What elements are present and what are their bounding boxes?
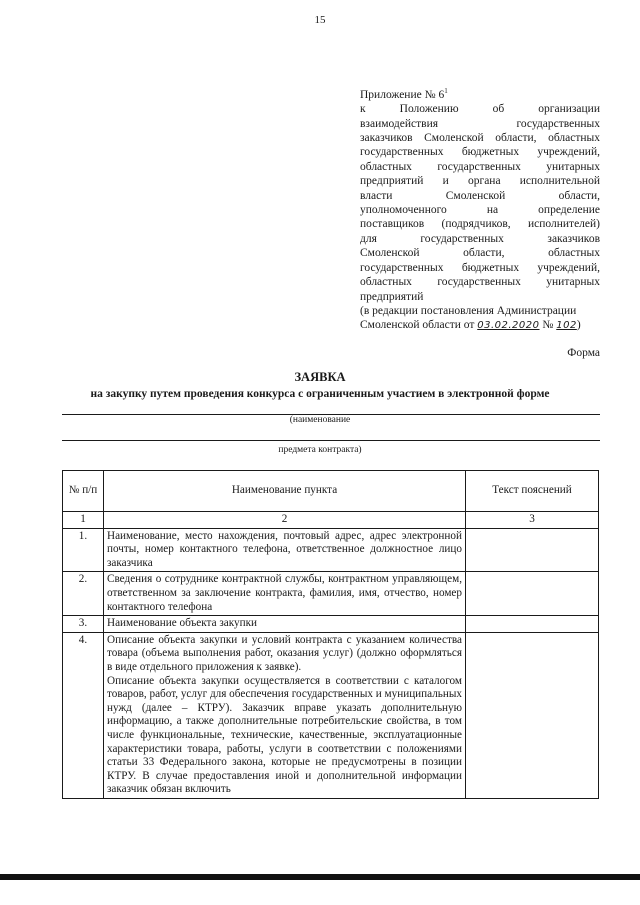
row-text: Наименование, место нахождения, почтовый адрес, адрес электронной почты, номер контактного телефона, ответственное должностное лицо заказчика [104,528,466,572]
appendix-line: государственных бюджетных учреждений, [360,146,600,159]
header-explanation: Текст пояснений [466,471,599,512]
row-number: 2. [63,572,104,616]
table-index-row [63,512,599,529]
index-cell: 3 [466,512,599,529]
appendix-line: к Положению об организации [360,103,600,116]
appendix-line: государственных бюджетных учреждений, [360,261,600,274]
appendix-edition: (в редакции постановления Администрации [360,304,577,317]
document-subtitle: на закупку путем проведения конкурса с ограниченным участием в электронной форме [90,388,550,400]
appendix-block [360,84,600,334]
appendix-line: предприятий и органа исполнительной [360,175,600,188]
appendix-line: уполномоченного на определение [360,204,600,217]
appendix-line: предприятий [360,290,424,303]
appendix-line: заказчиков Смоленской области, областных [360,132,600,145]
appendix-title-text: Приложение № 6 [360,88,445,101]
appendix-title [360,84,600,102]
fill-line [62,440,600,441]
table-row [63,572,599,616]
handwritten-date: 03.02.2020 [477,320,540,332]
document-title: ЗАЯВКА [294,370,346,384]
table-row [63,632,599,798]
table-row [63,616,599,633]
table-row [63,528,599,572]
row-explanation [466,528,599,572]
appendix-title-sup: 1 [444,87,448,95]
index-cell: 2 [104,512,466,529]
index-cell: 1 [63,512,104,529]
appendix-line: для государственных заказчиков [360,232,600,245]
table-header-row [63,471,599,512]
appendix-line: областных государственных унитарных [360,160,600,173]
appendix-line: областных государственных унитарных [360,276,600,289]
row-explanation [466,572,599,616]
row-paragraph: Описание объекта закупки осуществляется в соответствии с каталогом товаров, работ, услуг для обеспечения государственных и муниципальных нужд (далее – КТРУ). Заказчик вправе указать дополнительную информацию, а также дополнительные потребительские свойства, в том числе функциональные, технические, качественные, эксплуатационные характеристики товара, работы, услуги в соответствии с положениями статьи 33 Федерального закона, которые не предусмотрены в позиции КТРУ. В случае предоставления иной и дополнительной информации заказчик обязан включить [107,674,463,796]
caption-name: (наименование [289,415,351,425]
edition-suffix: ) [576,319,581,332]
header-item-name: Наименование пункта [104,471,466,512]
page-number: 15 [314,14,326,26]
handwritten-number: 102 [556,320,577,332]
row-number: 4. [63,632,104,798]
row-explanation [466,632,599,798]
appendix-line: поставщиков (подрядчиков, исполнителей) [360,218,600,231]
row-number: 1. [63,528,104,572]
row-text [104,632,466,798]
appendix-line: Смоленской области, областных [360,247,600,260]
application-table [62,470,599,799]
caption-subject: предмета контракта) [278,445,362,455]
scan-edge-bar [0,874,640,880]
appendix-edition-date-line [360,318,600,333]
appendix-line: взаимодействия государственных [360,117,600,130]
form-label: Форма [567,347,600,359]
row-text: Сведения о сотруднике контрактной службы, контрактном управляющем, ответственном за заключение контракта, фамилия, имя, отчество, номер контактного телефона [104,572,466,616]
row-number: 3. [63,616,104,633]
edition-number-label: № [539,319,557,332]
row-text: Наименование объекта закупки [104,616,466,633]
appendix-line: власти Смоленской области, [360,189,600,202]
edition-prefix: Смоленской области от [360,319,478,332]
row-paragraph: Описание объекта закупки и условий контракта с указанием количества товара (объема выполнения работ, оказания услуг) (должно оформляться в виде отдельного приложения к заявке). [107,633,462,673]
header-number: № п/п [63,471,104,512]
row-explanation [466,616,599,633]
